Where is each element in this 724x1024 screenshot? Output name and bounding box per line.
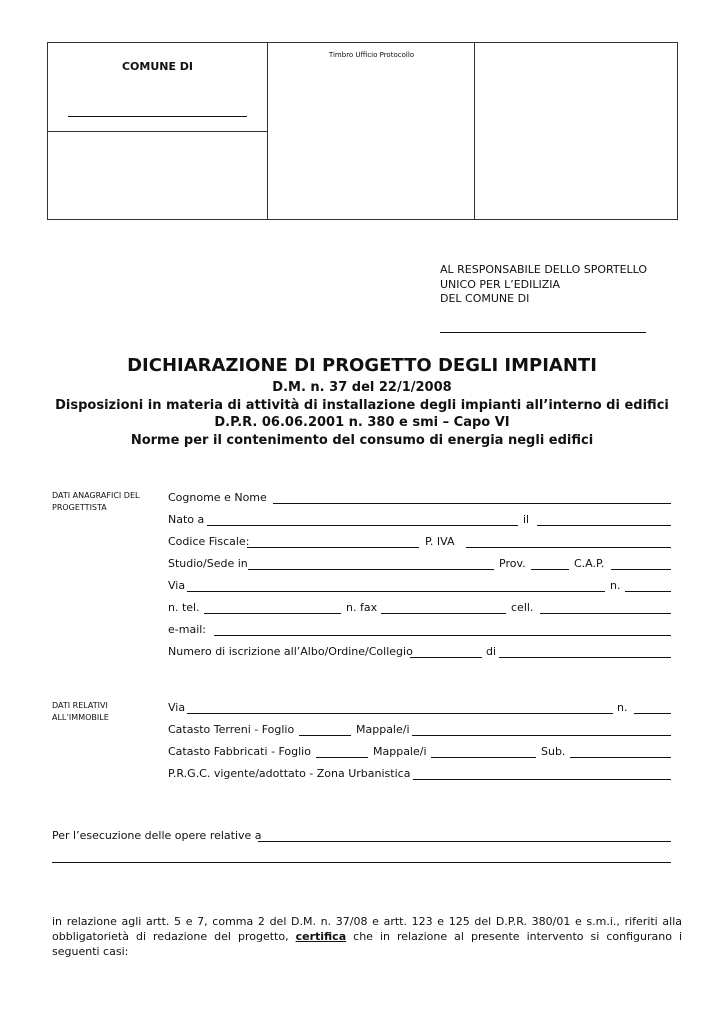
cognome-field[interactable] [273, 503, 671, 504]
closing-paragraph: in relazione agli artt. 5 e 7, comma 2 del D.M. n. 37/08 e artt. 123 e 125 del D.P.R. 380/01 e s.m.i., riferiti alla obbligatorietà di redazione del progetto, certifica che in relazione al presente intervento si configurano i seguenti casi: [52, 915, 683, 958]
il-label: il [523, 513, 530, 526]
terreni-foglio-field[interactable] [299, 735, 351, 736]
via-label: Via [168, 579, 186, 592]
immobile-via-field[interactable] [187, 713, 613, 714]
fabbricati-mappale-field[interactable] [431, 757, 536, 758]
cell-field[interactable] [540, 613, 671, 614]
tel-field[interactable] [204, 613, 341, 614]
section-label-immobile: DATI RELATIVI ALL’IMMOBILE [52, 701, 109, 722]
studio-field[interactable] [248, 569, 494, 570]
opere-field[interactable] [258, 841, 671, 842]
opere-field-continuation[interactable] [52, 862, 671, 863]
di-label: di [486, 645, 497, 658]
fax-label: n. fax [346, 601, 378, 614]
piva-label: P. IVA [425, 535, 455, 548]
fabbricati-label: Catasto Fabbricati - Foglio [168, 745, 311, 758]
comune-name-field[interactable] [68, 116, 247, 117]
fax-field[interactable] [381, 613, 506, 614]
timbro-cell [268, 43, 475, 219]
albo-field[interactable] [499, 657, 671, 658]
cognome-label: Cognome e Nome [168, 491, 267, 504]
civico-field[interactable] [625, 591, 671, 592]
comune-name-cell [48, 43, 267, 132]
sub-label: Sub. [541, 745, 566, 758]
prov-field[interactable] [531, 569, 569, 570]
studio-label: Studio/Sede in [168, 557, 248, 570]
certifica-text: certifica [295, 930, 347, 943]
addressee-line-1: AL RESPONSABILE DELLO SPORTELLO [440, 263, 648, 276]
immobile-via-label: Via [168, 701, 186, 714]
terreni-mappale-label: Mappale/i [356, 723, 410, 736]
civico-label: n. [610, 579, 621, 592]
piva-field[interactable] [466, 547, 671, 548]
cap-label: C.A.P. [574, 557, 605, 570]
comune-cell [48, 43, 268, 219]
tel-label: n. tel. [168, 601, 200, 614]
addressee-block [440, 263, 647, 307]
nato-field[interactable] [207, 525, 518, 526]
immobile-civico-label: n. [617, 701, 628, 714]
opere-label: Per l’esecuzione delle opere relative a [52, 829, 262, 842]
fabbricati-mappale-label: Mappale/i [373, 745, 427, 758]
codice-fiscale-field[interactable] [247, 547, 419, 548]
sub-field[interactable] [570, 757, 671, 758]
fabbricati-foglio-field[interactable] [316, 757, 368, 758]
terreni-mappale-field[interactable] [412, 735, 671, 736]
subtitle-norme: Norme per il contenimento del consumo di energia negli edifici [130, 433, 594, 448]
email-label: e-mail: [168, 623, 207, 636]
terreni-label: Catasto Terreni - Foglio [168, 723, 295, 736]
codice-fiscale-label: Codice Fiscale: [168, 535, 250, 548]
subtitle-dpr: D.P.R. 06.06.2001 n. 380 e smi – Capo VI [214, 415, 510, 430]
via-field[interactable] [187, 591, 605, 592]
header-box [47, 42, 678, 220]
comune-label: COMUNE DI [121, 60, 194, 73]
nato-label: Nato a [168, 513, 205, 526]
section-label-progettista: DATI ANAGRAFICI DEL PROGETTISTA [52, 491, 140, 512]
subtitle-dm: D.M. n. 37 del 22/1/2008 [272, 380, 452, 395]
document-title: DICHIARAZIONE DI PROGETTO DEGLI IMPIANTI [127, 355, 597, 376]
data-nascita-field[interactable] [537, 525, 671, 526]
subtitle-disposizioni: Disposizioni in materia di attività di installazione degli impianti all’interno di edifici [55, 398, 669, 413]
addressee-line-2: UNICO PER L’EDILIZIA [440, 277, 561, 291]
cell-label: cell. [511, 601, 534, 614]
prgc-label: P.R.G.C. vigente/adottato - Zona Urbanistica [168, 767, 411, 780]
prov-label: Prov. [499, 557, 526, 570]
addressee-line-3: DEL COMUNE DI [440, 292, 530, 305]
immobile-civico-field[interactable] [634, 713, 671, 714]
iscrizione-label: Numero di iscrizione all’Albo/Ordine/Collegio [168, 645, 413, 658]
iscrizione-field[interactable] [410, 657, 482, 658]
cap-field[interactable] [611, 569, 671, 570]
email-field[interactable] [214, 635, 671, 636]
addressee-comune-field[interactable] [440, 332, 646, 333]
zona-urbanistica-field[interactable] [413, 779, 671, 780]
timbro-label: Timbro Ufficio Protocollo [328, 51, 415, 59]
